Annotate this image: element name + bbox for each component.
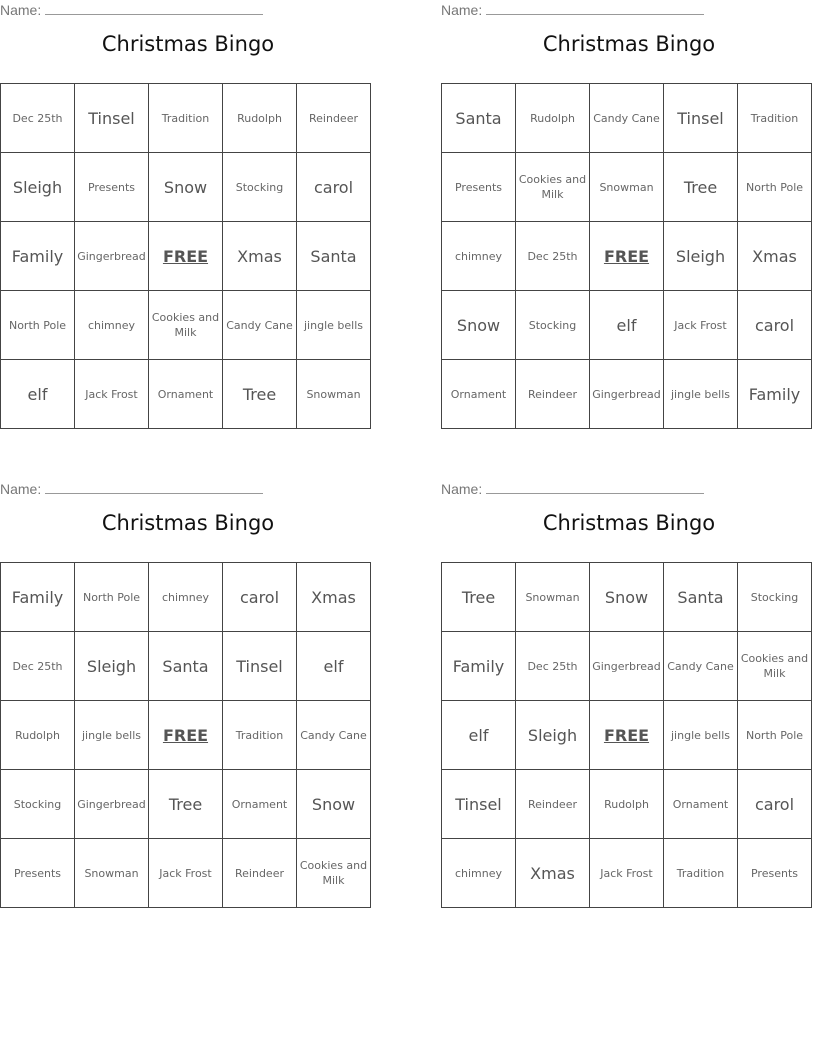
name-field[interactable]: [441, 479, 816, 499]
bingo-cell[interactable]: jingle bells: [664, 701, 738, 770]
bingo-cell[interactable]: Santa: [664, 563, 738, 632]
bingo-grid: [441, 83, 812, 429]
bingo-card-3: [0, 479, 376, 887]
bingo-row: [1, 84, 371, 153]
bingo-cell[interactable]: Tradition: [664, 839, 738, 908]
bingo-cell[interactable]: Reindeer: [297, 84, 371, 153]
bingo-cell[interactable]: Gingerbread: [590, 632, 664, 701]
bingo-cell[interactable]: Reindeer: [516, 770, 590, 839]
bingo-cell[interactable]: Cookies and Milk: [738, 632, 812, 701]
bingo-grid: [0, 83, 371, 429]
bingo-cell[interactable]: Xmas: [738, 222, 812, 291]
bingo-cell[interactable]: Dec 25th: [1, 632, 75, 701]
bingo-cell[interactable]: Xmas: [223, 222, 297, 291]
bingo-cell[interactable]: Rudolph: [223, 84, 297, 153]
bingo-cell[interactable]: Xmas: [297, 563, 371, 632]
free-space-cell[interactable]: FREE: [590, 701, 664, 770]
bingo-row: [1, 701, 371, 770]
bingo-row: [442, 770, 812, 839]
bingo-cell[interactable]: Tree: [223, 360, 297, 429]
bingo-grid: [441, 562, 812, 908]
bingo-cell[interactable]: Tinsel: [75, 84, 149, 153]
bingo-cell[interactable]: Snow: [149, 153, 223, 222]
bingo-cell[interactable]: Jack Frost: [149, 839, 223, 908]
bingo-cell[interactable]: Rudolph: [590, 770, 664, 839]
free-space-cell[interactable]: FREE: [149, 222, 223, 291]
bingo-cell[interactable]: North Pole: [738, 153, 812, 222]
bingo-cell[interactable]: chimney: [75, 291, 149, 360]
bingo-cell[interactable]: carol: [297, 153, 371, 222]
bingo-row: [442, 563, 812, 632]
bingo-cell[interactable]: Gingerbread: [590, 360, 664, 429]
bingo-cell[interactable]: North Pole: [738, 701, 812, 770]
bingo-card-2: [441, 0, 816, 404]
bingo-cell[interactable]: Snowman: [75, 839, 149, 908]
bingo-cell[interactable]: Tree: [442, 563, 516, 632]
bingo-cell[interactable]: Snowman: [297, 360, 371, 429]
free-space-cell[interactable]: FREE: [590, 222, 664, 291]
bingo-cell[interactable]: Santa: [297, 222, 371, 291]
bingo-cell[interactable]: Jack Frost: [664, 291, 738, 360]
name-underline[interactable]: [486, 479, 704, 494]
bingo-row: [442, 839, 812, 908]
bingo-cell[interactable]: Presents: [442, 153, 516, 222]
bingo-row: [1, 770, 371, 839]
bingo-cell[interactable]: Gingerbread: [75, 222, 149, 291]
bingo-row: [1, 153, 371, 222]
bingo-cell[interactable]: Stocking: [738, 563, 812, 632]
bingo-cell[interactable]: Stocking: [1, 770, 75, 839]
bingo-cell[interactable]: Cookies and Milk: [149, 291, 223, 360]
bingo-cell[interactable]: Reindeer: [223, 839, 297, 908]
name-field[interactable]: [0, 0, 376, 20]
bingo-cell[interactable]: Ornament: [664, 770, 738, 839]
bingo-cell[interactable]: elf: [1, 360, 75, 429]
bingo-cell[interactable]: Presents: [1, 839, 75, 908]
bingo-cell[interactable]: Sleigh: [516, 701, 590, 770]
bingo-cell[interactable]: Presents: [738, 839, 812, 908]
bingo-cell[interactable]: Sleigh: [75, 632, 149, 701]
card-title: Christmas Bingo: [542, 32, 716, 56]
bingo-cell[interactable]: Dec 25th: [516, 632, 590, 701]
bingo-cell[interactable]: Ornament: [149, 360, 223, 429]
bingo-row: [442, 84, 812, 153]
bingo-cell[interactable]: chimney: [442, 839, 516, 908]
name-field[interactable]: [0, 479, 376, 499]
bingo-cell[interactable]: Stocking: [223, 153, 297, 222]
bingo-row: [442, 153, 812, 222]
bingo-row: [442, 701, 812, 770]
bingo-cell[interactable]: Cookies and Milk: [297, 839, 371, 908]
card-title: Christmas Bingo: [101, 32, 275, 56]
bingo-cell[interactable]: Candy Cane: [297, 701, 371, 770]
name-underline[interactable]: [45, 0, 263, 15]
bingo-cell[interactable]: Stocking: [516, 291, 590, 360]
bingo-cell[interactable]: Xmas: [516, 839, 590, 908]
bingo-cell[interactable]: elf: [590, 291, 664, 360]
bingo-cell[interactable]: jingle bells: [664, 360, 738, 429]
bingo-cell[interactable]: Snow: [297, 770, 371, 839]
bingo-row: [442, 632, 812, 701]
bingo-cell[interactable]: Tinsel: [664, 84, 738, 153]
bingo-row: [442, 222, 812, 291]
bingo-row: [442, 360, 812, 429]
bingo-cell[interactable]: Dec 25th: [516, 222, 590, 291]
bingo-cell[interactable]: Ornament: [442, 360, 516, 429]
bingo-cell[interactable]: Family: [738, 360, 812, 429]
bingo-card-4: [441, 479, 816, 883]
bingo-cell[interactable]: carol: [223, 563, 297, 632]
bingo-card-1: [0, 0, 376, 404]
bingo-cell[interactable]: Tinsel: [223, 632, 297, 701]
bingo-cell[interactable]: elf: [442, 701, 516, 770]
name-underline[interactable]: [45, 479, 263, 494]
bingo-cell[interactable]: jingle bells: [297, 291, 371, 360]
free-space-cell[interactable]: FREE: [149, 701, 223, 770]
bingo-cell[interactable]: Jack Frost: [75, 360, 149, 429]
bingo-row: [1, 563, 371, 632]
bingo-cell[interactable]: Presents: [75, 153, 149, 222]
card-title: Christmas Bingo: [101, 511, 275, 535]
bingo-cell[interactable]: Santa: [442, 84, 516, 153]
bingo-row: [1, 632, 371, 701]
bingo-cell[interactable]: Reindeer: [516, 360, 590, 429]
bingo-cell[interactable]: Candy Cane: [223, 291, 297, 360]
bingo-cell[interactable]: Tree: [149, 770, 223, 839]
bingo-cell[interactable]: carol: [738, 770, 812, 839]
bingo-cell[interactable]: Snowman: [590, 153, 664, 222]
bingo-cell[interactable]: Santa: [149, 632, 223, 701]
bingo-cell[interactable]: Snowman: [516, 563, 590, 632]
bingo-cell[interactable]: North Pole: [1, 291, 75, 360]
bingo-cell[interactable]: Tradition: [149, 84, 223, 153]
bingo-row: [1, 222, 371, 291]
bingo-cell[interactable]: Dec 25th: [1, 84, 75, 153]
bingo-cell[interactable]: chimney: [442, 222, 516, 291]
name-label: Name:: [441, 481, 483, 497]
bingo-row: [1, 839, 371, 908]
bingo-cell[interactable]: chimney: [149, 563, 223, 632]
name-label: Name:: [0, 2, 42, 18]
name-label: Name:: [0, 481, 42, 497]
bingo-cell[interactable]: jingle bells: [75, 701, 149, 770]
name-field[interactable]: [441, 0, 816, 20]
bingo-cell[interactable]: North Pole: [75, 563, 149, 632]
name-label: Name:: [441, 2, 483, 18]
bingo-cell[interactable]: Tinsel: [442, 770, 516, 839]
bingo-cell[interactable]: Candy Cane: [664, 632, 738, 701]
bingo-cell[interactable]: Family: [1, 563, 75, 632]
bingo-row: [1, 291, 371, 360]
bingo-cell[interactable]: Tradition: [223, 701, 297, 770]
bingo-cell[interactable]: Ornament: [223, 770, 297, 839]
bingo-cell[interactable]: Family: [1, 222, 75, 291]
bingo-cell[interactable]: Gingerbread: [75, 770, 149, 839]
bingo-cell[interactable]: Snow: [442, 291, 516, 360]
bingo-cell[interactable]: Candy Cane: [590, 84, 664, 153]
bingo-cell[interactable]: Tradition: [738, 84, 812, 153]
bingo-cell[interactable]: Sleigh: [664, 222, 738, 291]
bingo-cell[interactable]: Sleigh: [1, 153, 75, 222]
bingo-row: [442, 291, 812, 360]
bingo-cell[interactable]: Tree: [664, 153, 738, 222]
bingo-grid: [0, 562, 371, 908]
bingo-cell[interactable]: elf: [297, 632, 371, 701]
bingo-cell[interactable]: Family: [442, 632, 516, 701]
bingo-cell[interactable]: Jack Frost: [590, 839, 664, 908]
name-underline[interactable]: [486, 0, 704, 15]
bingo-cell[interactable]: Snow: [590, 563, 664, 632]
bingo-cell[interactable]: Rudolph: [1, 701, 75, 770]
bingo-cell[interactable]: carol: [738, 291, 812, 360]
card-title: Christmas Bingo: [542, 511, 716, 535]
bingo-cell[interactable]: Rudolph: [516, 84, 590, 153]
bingo-cell[interactable]: Cookies and Milk: [516, 153, 590, 222]
bingo-row: [1, 360, 371, 429]
